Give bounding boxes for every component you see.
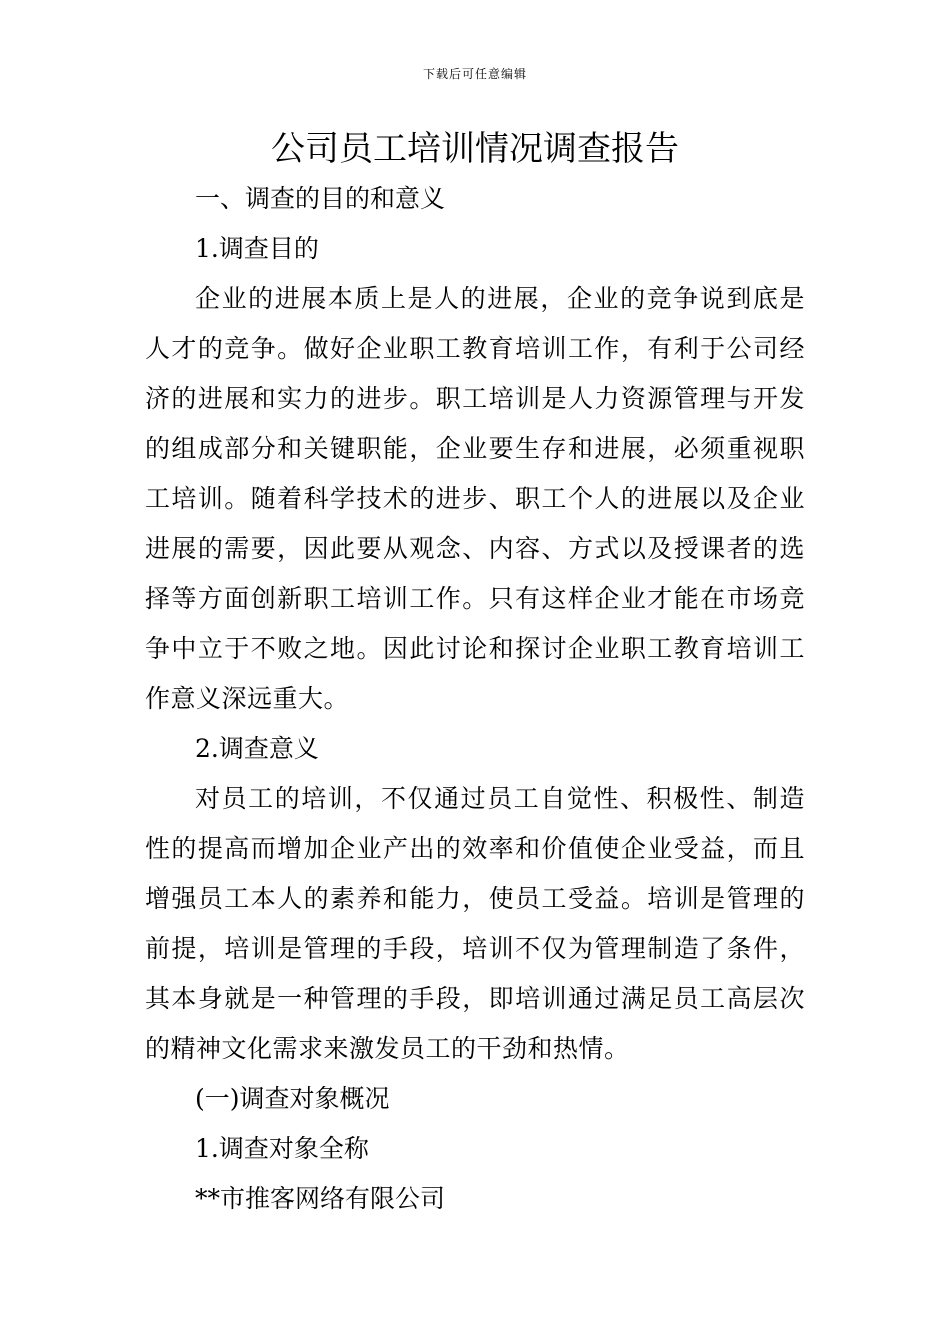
subheading-subject-full-name: 1.调查对象全称	[195, 1134, 369, 1163]
paragraph-survey-purpose: 企业的进展本质上是人的进展，企业的竞争说到底是人才的竞争。做好企业职工教育培训工作，有利于公司经济的进展和实力的进步。职工培训是人力资源管理与开发的组成部分和关键职能，企业要生存和进展，必须重视职工培训。随着科学技术的进步、职工个人的进展以及企业进展的需要，因此要从观念、内容、方式以及授课者的选择等方面创新职工培训工作。只有这样企业才能在市场竞争中立于不败之地。因此讨论和探讨企业职工教育培训工作意义深远重大。	[145, 284, 805, 713]
document-title: 公司员工培训情况调查报告	[271, 129, 679, 169]
document-body	[145, 174, 805, 1224]
subheading-survey-purpose: 1.调查目的	[195, 234, 319, 263]
section-heading-purpose-significance: 一、调查的目的和意义	[195, 184, 446, 213]
header-note: 下载后可任意编辑	[422, 67, 527, 81]
section-heading-survey-subject: (一)调查对象概况	[195, 1084, 390, 1113]
subheading-survey-significance: 2.调查意义	[195, 734, 319, 763]
paragraph-subject-name: **市推客网络有限公司	[195, 1184, 446, 1213]
paragraph-survey-significance: 对员工的培训，不仅通过员工自觉性、积极性、制造性的提高而增加企业产出的效率和价值使企业受益，而且增强员工本人的素养和能力，使员工受益。培训是管理的前提，培训是管理的手段，培训不仅为管理制造了条件，其本身就是一种管理的手段，即培训通过满足员工高层次的精神文化需求来激发员工的干劲和热情。	[145, 784, 805, 1063]
